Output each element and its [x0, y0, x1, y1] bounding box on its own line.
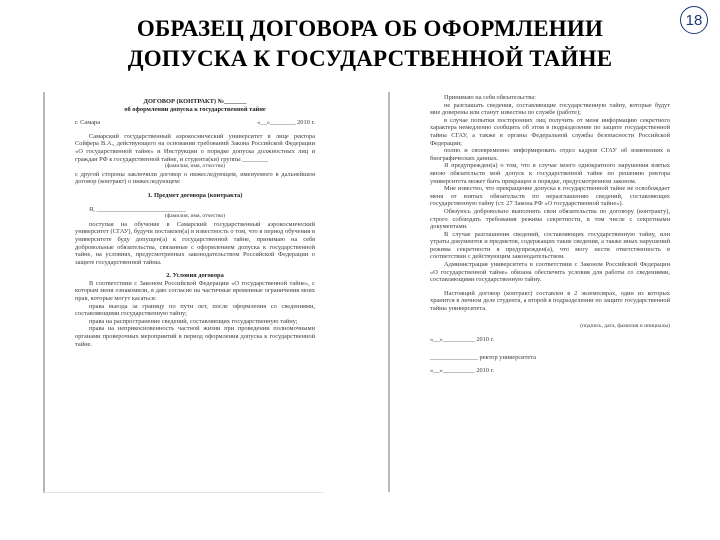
obligations-intro: Принимаю на себя обязательства: — [444, 94, 536, 101]
slide-title-line-1: ОБРАЗЕЦ ДОГОВОРА ОБ ОФОРМЛЕНИИ — [136, 16, 604, 41]
contract-page-right — [388, 92, 676, 492]
obligation-2: в случае попытки посторонних лиц получить от меня информацию секретного характера немедленно сообщить об этом в подразделение по защите государственной тайны СГАУ, а также в органы Федеральной службы безопасности Российской Федерации; — [430, 116, 670, 147]
contract-text-right — [430, 94, 670, 375]
contract-heading: ДОГОВОР (КОНТРАКТ) №_______ — [143, 98, 247, 105]
termination-paragraph: Мне известно, что прекращение допуска к государственной тайне не освобождает меня от взятых обязательств по неразглашению сведений, составляющих государственную тайну (ст. 27 Закона РФ «О государственной тайне»). — [430, 185, 670, 208]
liability-paragraph: В случае разглашения сведений, составляющих государственную тайну, или утраты документов и предметов, содержащих такие сведения, а также иных нарушений режима секретности я предупрежден(а), что могу нести ответственность в соответствии с действующим законодательством. — [430, 230, 670, 261]
signature-date-1: «__»__________ 2010 г. — [430, 336, 495, 344]
contract-with-text: с другой стороны заключили договор о нижеследующем, именуемого в дальнейшем договор (контракт) о нижеследующем: — [75, 170, 315, 186]
contract-date: «__»________ 2010 г. — [257, 119, 315, 127]
section-1-heading: 1. Предмет договора (контракта) — [147, 191, 243, 199]
restriction-item-1: права выезда за границу по пути лет, после оформления со сведениями, составляющими государственную тайну; — [75, 302, 315, 318]
student-line: Я, ____________________________ — [89, 205, 186, 213]
section-1-paragraph: поступая на обучение в Самарский государственный аэрокосмический университет (СГАУ), будучи поставлен(а) в известность о том, что в период обучения в университете буду допущен(а) к государственной тайне, принимаю на себя добровольные обязательства, связанные с оформлением допуска к государственной тайне, на условиях, предусмотренных законодательством Российской Федерации о защите государственной тайны. — [75, 220, 315, 266]
warning-paragraph: Я предупрежден(а) о том, что в случае моего однократного нарушения взятых мною обязательств мой допуск к государственной тайне по решению ректора университета может быть прекращен в порядке, предусмотренном законом. — [430, 162, 670, 185]
place-date-row — [75, 119, 315, 127]
compliance-paragraph: Обязуюсь добровольно выполнять свои обязательства по договору (контракту), строго соблюдать требования режима секретности, в том числе с секретными документами. — [430, 207, 670, 231]
obligation-3: полно и своевременно информировать отдел кадров СГАУ об изменениях в биографических данных. — [430, 147, 670, 162]
restriction-item-2: права на распространение сведений, составляющих государственную тайну; — [89, 317, 298, 325]
slide-number-badge: 18 — [680, 6, 708, 34]
contract-intro: Самарский государственный аэрокосмический университет в лице ректора Сойфера В.А., действующего на основании требований Закона Российской Федерации «О государственной тайне» и Инструкции о порядке допуска должностных лиц и граждан РФ к государственной тайне, и студента(ки) группы ________ — [75, 132, 315, 163]
caption-fio-1: (фамилия, имя, отчество) — [164, 163, 226, 170]
contract-place: г. Самара — [75, 119, 101, 127]
slide-title-line-2: ДОПУСКА К ГОСУДАРСТВЕННОЙ ТАЙНЕ — [127, 46, 613, 71]
rector-signature-line: _______________ ректор университета — [430, 353, 536, 361]
signature-date-2: «__»__________ 2010 г. — [430, 367, 495, 375]
contract-subheading: об оформлении допуска к государственной тайне — [124, 105, 266, 113]
section-2-paragraph: В соответствии с Законом Российской Федерации «О государственной тайне», с которым меня ознакомили, я даю согласие на частичные временные ограничения моих прав, которые могут касаться: — [75, 279, 315, 303]
contract-page-left — [43, 92, 323, 493]
obligation-1: не разглашать сведения, составляющие государственную тайну, которые будут мне доверены или станут известны по службе (работе); — [430, 101, 670, 117]
section-2-heading: 2. Условия договора — [166, 272, 224, 280]
administration-paragraph: Администрация университета в соответствии с Законом Российской Федерации «О государственной тайне» обязана обеспечить условия для работы со сведениями, составляющими государственную тайну. — [430, 261, 670, 284]
contract-text-left — [75, 98, 315, 348]
restriction-item-3: права на неприкосновенность частной жизни при проведении полномочными органами проверочных мероприятий в период оформления допуска к государственной тайне. — [75, 325, 315, 348]
caption-signature: (подпись, дата, фамилия и инициалы) — [580, 322, 670, 329]
caption-fio-2: (фамилия, имя, отчество) — [164, 213, 226, 220]
copies-paragraph: Настоящий договор (контракт) составлен в 2 экземплярах, один из которых хранится в личном деле студента, а второй в подразделении по защите государственной тайны университета. — [430, 289, 670, 313]
slide-title — [70, 14, 670, 74]
